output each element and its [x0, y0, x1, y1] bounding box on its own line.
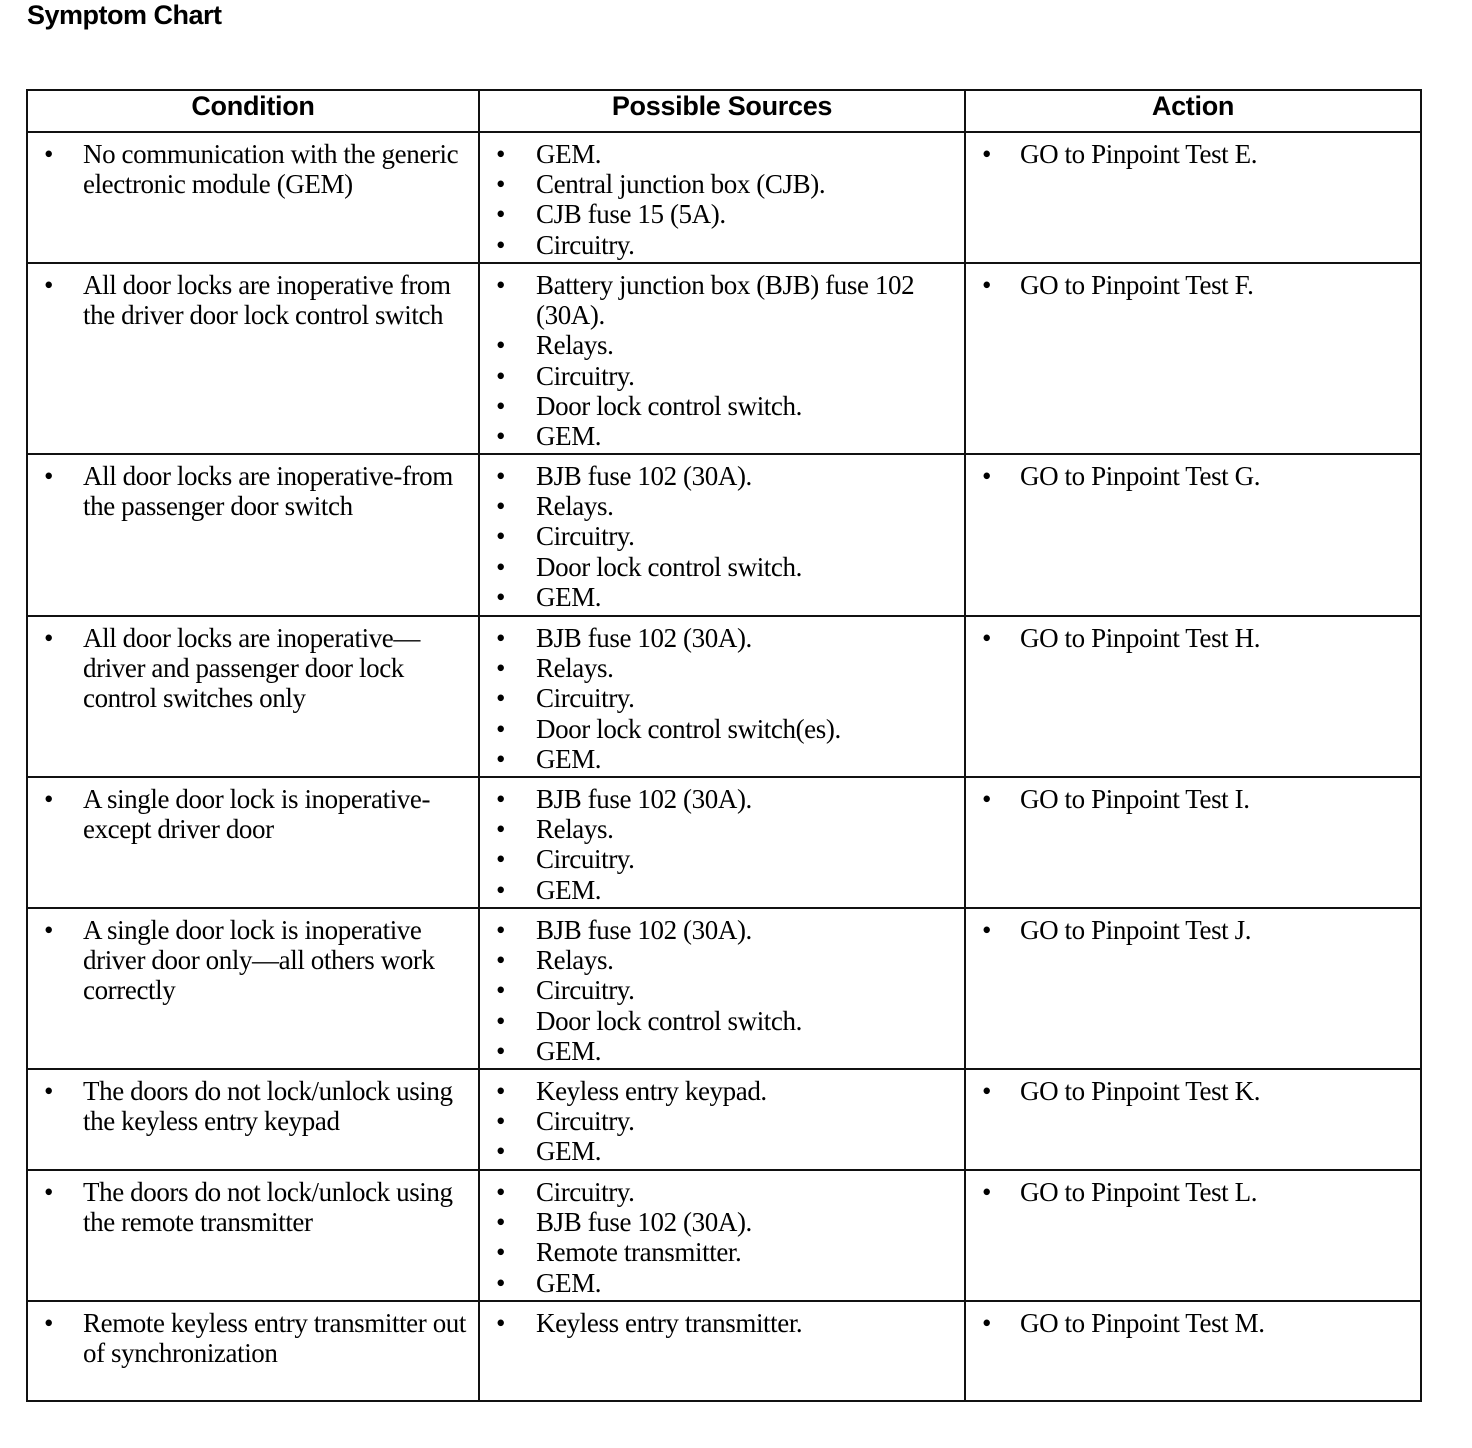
item-text: The doors do not lock/unlock using the keyless entry keypad [83, 1076, 453, 1137]
header-condition: Condition [27, 90, 479, 132]
bullet-icon: • [496, 581, 506, 612]
item-text: Circuitry. [536, 360, 635, 391]
bullet-icon: • [496, 1035, 506, 1066]
condition-cell [27, 616, 479, 777]
item-text: Relays. [536, 814, 614, 845]
header-action: Action [965, 90, 1421, 132]
item-text: Circuitry. [536, 975, 635, 1006]
item-text: Circuitry. [536, 229, 635, 260]
bullet-icon: • [496, 390, 506, 421]
bullet-icon: • [496, 1106, 506, 1137]
item-text: GO to Pinpoint Test L. [1020, 1177, 1258, 1207]
item-text: GEM. [536, 874, 602, 905]
item-text: The doors do not lock/unlock using the remote transmitter [83, 1177, 453, 1238]
list-item [480, 270, 964, 330]
item-text: Relays. [536, 330, 614, 361]
sources-cell [479, 616, 965, 777]
list-item [480, 361, 964, 391]
list-item [480, 169, 964, 199]
item-text: GO to Pinpoint Test F. [1020, 270, 1254, 300]
list-item [480, 1006, 964, 1036]
list-item [480, 330, 964, 360]
list-item [480, 784, 964, 814]
bullet-icon: • [496, 945, 506, 976]
item-text: Door lock control switch. [536, 551, 802, 582]
list-item [480, 1076, 964, 1106]
item-text: GEM. [536, 1035, 602, 1066]
list-item [966, 139, 1420, 169]
item-text: Relays. [536, 945, 614, 976]
header-possible-sources: Possible Sources [479, 90, 965, 132]
list-item [480, 391, 964, 421]
item-text: Circuitry. [536, 521, 635, 552]
sources-cell [479, 1170, 965, 1301]
list-item [966, 915, 1420, 945]
bullet-icon: • [44, 461, 54, 491]
item-text: Circuitry. [536, 1177, 635, 1207]
bullet-icon: • [496, 360, 506, 391]
item-text: GO to Pinpoint Test G. [1020, 461, 1261, 491]
bullet-icon: • [496, 461, 506, 491]
bullet-icon: • [496, 330, 506, 361]
item-text: CJB fuse 15 (5A). [536, 199, 726, 230]
bullet-icon: • [496, 1207, 506, 1238]
list-item [480, 230, 964, 260]
condition-cell [27, 263, 479, 454]
list-item [480, 1268, 964, 1298]
table-row [27, 263, 1421, 454]
bullet-icon: • [496, 1308, 506, 1338]
action-cell [965, 1170, 1421, 1301]
item-text: BJB fuse 102 (30A). [536, 784, 752, 814]
condition-cell [27, 132, 479, 263]
bullet-icon: • [44, 784, 54, 814]
item-text: BJB fuse 102 (30A). [536, 915, 752, 945]
list-item [480, 714, 964, 744]
action-cell [965, 777, 1421, 908]
list-item [966, 784, 1420, 814]
item-text: GEM. [536, 139, 602, 169]
bullet-icon: • [496, 169, 506, 200]
item-text: No communication with the generic electronic module (GEM) [83, 139, 459, 200]
bullet-icon: • [496, 743, 506, 774]
bullet-icon: • [496, 1237, 506, 1268]
bullet-icon: • [496, 1136, 506, 1167]
bullet-icon: • [982, 461, 992, 491]
list-item [480, 844, 964, 874]
list-item [480, 945, 964, 975]
list-item [480, 139, 964, 169]
action-cell [965, 132, 1421, 263]
bullet-icon: • [496, 623, 506, 653]
list-item [480, 915, 964, 945]
bullet-icon: • [44, 915, 54, 945]
item-text: GO to Pinpoint Test H. [1020, 623, 1261, 653]
list-item [28, 915, 478, 1006]
item-text: Central junction box (CJB). [536, 169, 826, 200]
item-text: BJB fuse 102 (30A). [536, 623, 752, 653]
bullet-icon: • [496, 1267, 506, 1298]
list-item [480, 1237, 964, 1267]
bullet-icon: • [496, 199, 506, 230]
list-item [480, 199, 964, 229]
item-text: Keyless entry transmitter. [536, 1308, 803, 1338]
table-row [27, 1301, 1421, 1401]
bullet-icon: • [982, 270, 992, 300]
sources-cell [479, 454, 965, 616]
bullet-icon: • [44, 270, 54, 300]
item-text: Door lock control switch. [536, 1005, 802, 1036]
bullet-icon: • [496, 844, 506, 875]
item-text: GO to Pinpoint Test E. [1020, 139, 1258, 169]
bullet-icon: • [496, 874, 506, 905]
item-text: A single door lock is inoperative-except driver door [83, 784, 431, 845]
condition-cell [27, 1301, 479, 1401]
item-text: GO to Pinpoint Test M. [1020, 1308, 1265, 1338]
list-item [480, 653, 964, 683]
item-text: All door locks are inoperative—driver and passenger door lock control switches only [83, 623, 420, 714]
list-item [480, 1308, 964, 1338]
list-item [966, 1076, 1420, 1106]
item-text: GO to Pinpoint Test K. [1020, 1076, 1261, 1106]
list-item [480, 814, 964, 844]
list-item [480, 582, 964, 612]
sources-cell [479, 908, 965, 1069]
item-text: All door locks are inoperative-from the passenger door switch [83, 461, 453, 522]
bullet-icon: • [982, 1308, 992, 1338]
table-row [27, 132, 1421, 263]
bullet-icon: • [496, 421, 506, 452]
table-row [27, 1069, 1421, 1170]
list-item [480, 683, 964, 713]
bullet-icon: • [496, 521, 506, 552]
list-item [966, 1308, 1420, 1338]
list-item [28, 139, 478, 199]
bullet-icon: • [496, 270, 506, 300]
list-item [480, 552, 964, 582]
list-item [480, 1136, 964, 1166]
item-text: Relays. [536, 491, 614, 522]
bullet-icon: • [982, 623, 992, 653]
bullet-icon: • [496, 1177, 506, 1207]
item-text: GEM. [536, 1267, 602, 1298]
bullet-icon: • [44, 1308, 54, 1338]
list-item [28, 623, 478, 714]
sources-cell [479, 777, 965, 908]
condition-cell [27, 1069, 479, 1170]
item-text: All door locks are inoperative from the driver door lock control switch [83, 270, 451, 331]
list-item [480, 421, 964, 451]
list-item [28, 1308, 478, 1368]
table-row [27, 1170, 1421, 1301]
bullet-icon: • [44, 139, 54, 169]
list-item [480, 975, 964, 1005]
bullet-icon: • [496, 1005, 506, 1036]
action-cell [965, 1301, 1421, 1401]
page-title: Symptom Chart [27, 0, 222, 30]
item-text: BJB fuse 102 (30A). [536, 461, 752, 491]
list-item [28, 270, 478, 330]
item-text: BJB fuse 102 (30A). [536, 1207, 752, 1238]
item-text: Circuitry. [536, 1106, 635, 1137]
list-item [966, 1177, 1420, 1207]
item-text: GEM. [536, 743, 602, 774]
bullet-icon: • [496, 713, 506, 744]
sources-cell [479, 1301, 965, 1401]
item-text: GEM. [536, 581, 602, 612]
item-text: Circuitry. [536, 844, 635, 875]
sources-cell [479, 132, 965, 263]
bullet-icon: • [44, 1177, 54, 1207]
sources-cell [479, 263, 965, 454]
list-item [28, 461, 478, 521]
item-text: Door lock control switch. [536, 390, 802, 421]
bullet-icon: • [496, 975, 506, 1006]
list-item [28, 1076, 478, 1136]
action-cell [965, 616, 1421, 777]
condition-cell [27, 1170, 479, 1301]
list-item [28, 1177, 478, 1237]
table-row [27, 777, 1421, 908]
condition-cell [27, 908, 479, 1069]
bullet-icon: • [496, 653, 506, 684]
table-row [27, 454, 1421, 616]
bullet-icon: • [44, 1076, 54, 1106]
bullet-icon: • [496, 551, 506, 582]
list-item [480, 744, 964, 774]
list-item [966, 461, 1420, 491]
item-text: GEM. [536, 421, 602, 452]
item-text: Battery junction box (BJB) fuse 102 (30A). [536, 270, 915, 331]
symptom-chart-table [26, 89, 1422, 1402]
condition-cell [27, 777, 479, 908]
bullet-icon: • [982, 784, 992, 814]
list-item [966, 270, 1420, 300]
item-text: Relays. [536, 653, 614, 684]
bullet-icon: • [44, 623, 54, 653]
action-cell [965, 263, 1421, 454]
item-text: A single door lock is inoperative driver door only—all others work correctly [83, 915, 435, 1006]
bullet-icon: • [982, 915, 992, 945]
item-text: Circuitry. [536, 683, 635, 714]
bullet-icon: • [496, 491, 506, 522]
list-item [480, 461, 964, 491]
bullet-icon: • [496, 915, 506, 945]
condition-cell [27, 454, 479, 616]
list-item [480, 623, 964, 653]
bullet-icon: • [496, 1076, 506, 1106]
table-row [27, 616, 1421, 777]
item-text: Remote transmitter. [536, 1237, 742, 1268]
list-item [480, 1036, 964, 1066]
bullet-icon: • [982, 139, 992, 169]
action-cell [965, 1069, 1421, 1170]
action-cell [965, 454, 1421, 616]
item-text: GO to Pinpoint Test I. [1020, 784, 1250, 814]
bullet-icon: • [982, 1076, 992, 1106]
action-cell [965, 908, 1421, 1069]
bullet-icon: • [496, 784, 506, 814]
item-text: GO to Pinpoint Test J. [1020, 915, 1252, 945]
list-item [480, 491, 964, 521]
bullet-icon: • [496, 229, 506, 260]
list-item [480, 521, 964, 551]
list-item [480, 1207, 964, 1237]
list-item [480, 1177, 964, 1207]
table-row [27, 908, 1421, 1069]
bullet-icon: • [496, 683, 506, 714]
list-item [966, 623, 1420, 653]
item-text: Door lock control switch(es). [536, 713, 841, 744]
list-item [28, 784, 478, 844]
item-text: GEM. [536, 1136, 602, 1167]
bullet-icon: • [982, 1177, 992, 1207]
list-item [480, 1106, 964, 1136]
item-text: Keyless entry keypad. [536, 1076, 767, 1106]
item-text: Remote keyless entry transmitter out of synchronization [83, 1308, 467, 1369]
bullet-icon: • [496, 139, 506, 169]
list-item [480, 875, 964, 905]
bullet-icon: • [496, 814, 506, 845]
sources-cell [479, 1069, 965, 1170]
table-header-row [27, 90, 1421, 132]
